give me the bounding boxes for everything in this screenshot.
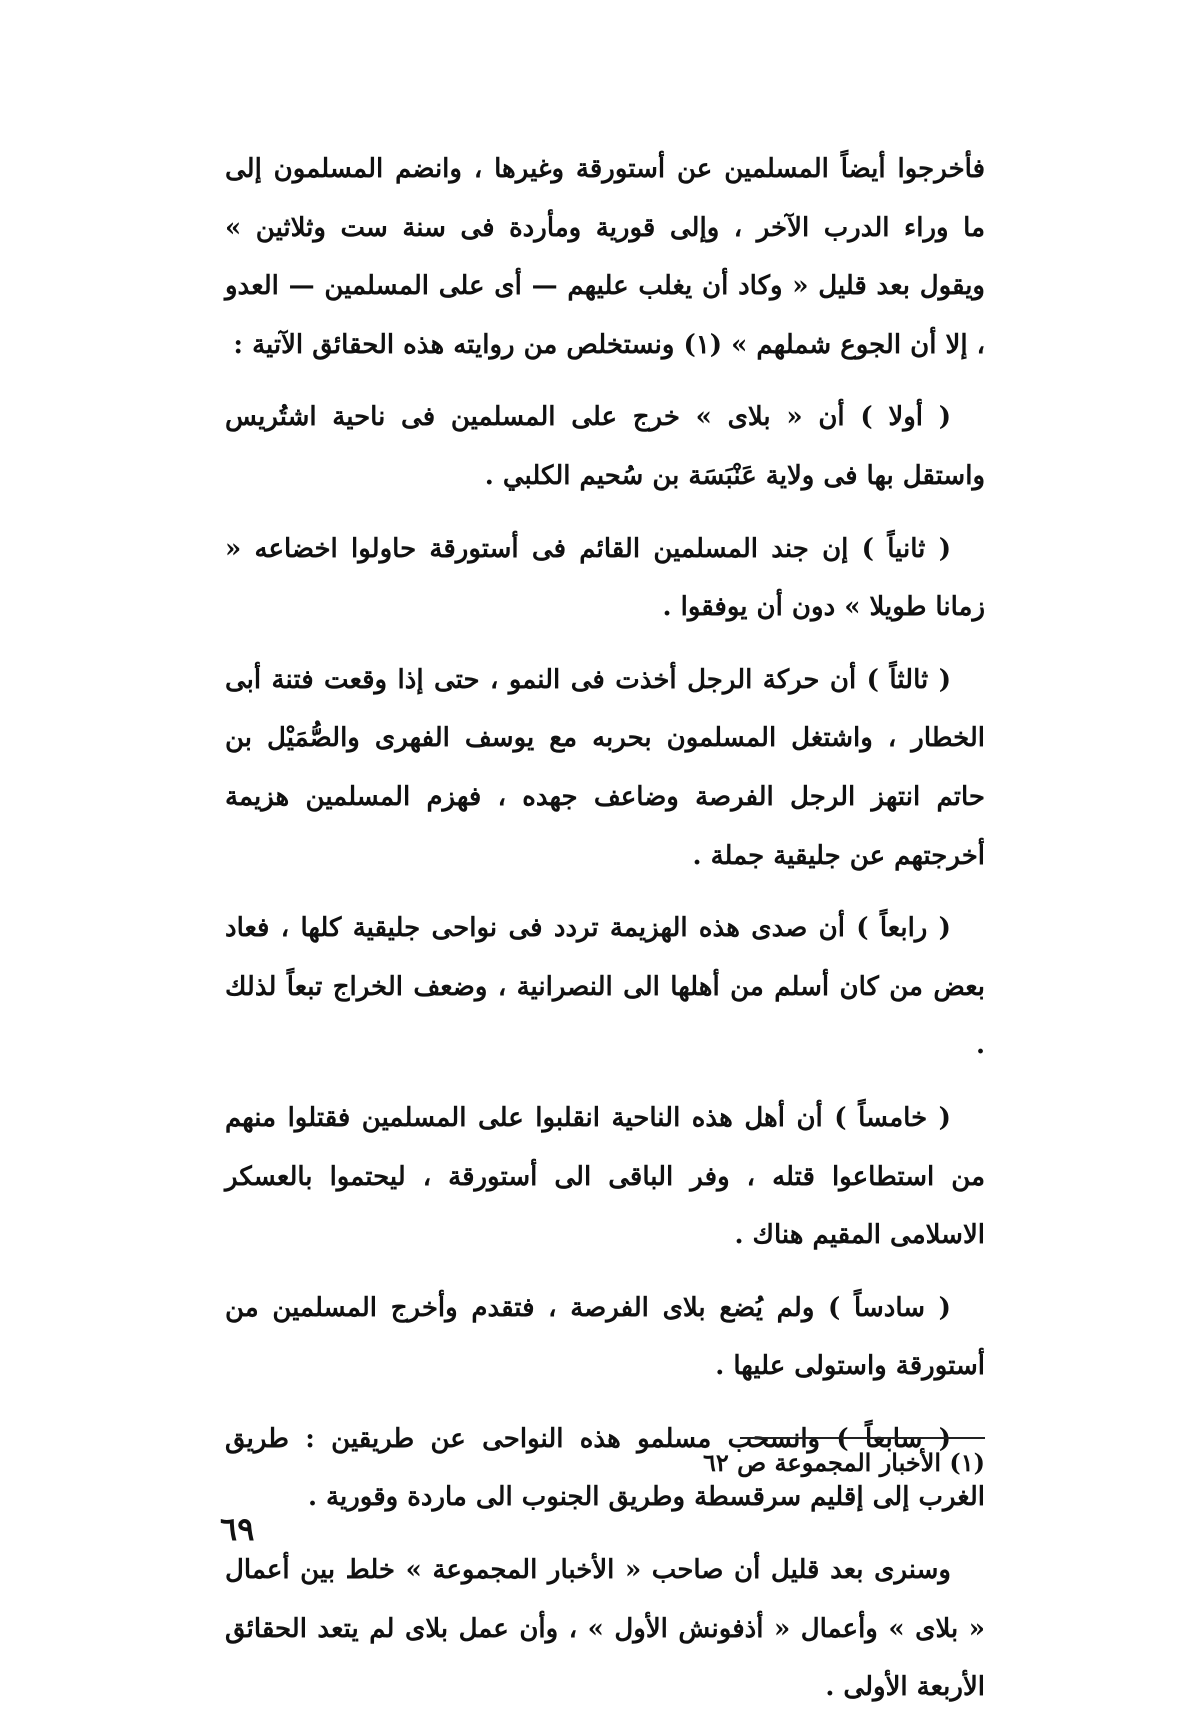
paragraph-6: ( خامساً ) أن أهل هذه الناحية انقلبوا على المسلمين فقتلوا منهم من استطاعوا قتله ، وفر الباقى الى أستورقة ، ليحتموا بالعسكر الاسلامى المقيم هناك . — [225, 1102, 985, 1251]
page-number: ٦٩ — [220, 1510, 255, 1548]
footnote: (١) الأخبار المجموعة ص ٦٢ — [703, 1448, 985, 1477]
footnote-divider — [740, 1437, 985, 1439]
paragraph-7: ( سادساً ) ولم يُضع بلاى الفرصة ، فتقدم وأخرج المسلمين من أستورقة واستولى عليها . — [225, 1292, 985, 1382]
paragraph-9: وسنرى بعد قليل أن صاحب « الأخبار المجموعة » خلط بين أعمال « بلاى » وأعمال « أذفونش الأول » ، وأن عمل بلاى لم يتعد الحقائق الأربعة الأولى . — [225, 1555, 985, 1703]
paragraph-8: ( سابعاً ) وانسحب مسلمو هذه النواحى عن طريقين : طريق الغرب إلى إقليم سرقسطة وطريق الجنوب الى ماردة وقورية . — [225, 1423, 985, 1513]
paragraph-4: ( ثالثاً ) أن حركة الرجل أخذت فى النمو ، حتى إذا وقعت فتنة أبى الخطار ، واشتغل المسلمون بحربه مع يوسف الفهرى والصُّمَيْل بن حاتم انتهز الرجل الفرصة وضاعف جهده ، فهزم المسلمين هزيمة أخرجتهم عن جليقية جملة . — [225, 664, 985, 871]
paragraph-2: ( أولا ) أن « بلاى » خرج على المسلمين فى ناحية اشتُريس واستقل بها فى ولاية عَنْبَسَة بن سُحيم الكلبي . — [225, 402, 985, 491]
paragraph-1: فأخرجوا أيضاً المسلمين عن أستورقة وغيرها ، وانضم المسلمون إلى ما وراء الدرب الآخر ، وإلى قورية ومأردة فى سنة ست وثلاثين » ويقول بعد قليل « وكاد أن يغلب عليهم — أى على المسلمين — العدو ، إلا أن الجوع شملهم » (١) ونستخلص من روايته هذه الحقائق الآتية : — [225, 154, 985, 360]
paragraph-5: ( رابعاً ) أن صدى هذه الهزيمة تردد فى نواحى جليقية كلها ، فعاد بعض من كان أسلم من أهلها الى النصرانية ، وضعف الخراج تبعاً لذلك . — [225, 913, 985, 1061]
paragraph-3: ( ثانياً ) إن جند المسلمين القائم فى أستورقة حاولوا اخضاعه « زمانا طويلا » دون أن يوفقوا . — [225, 533, 985, 623]
body-text — [225, 140, 985, 1717]
